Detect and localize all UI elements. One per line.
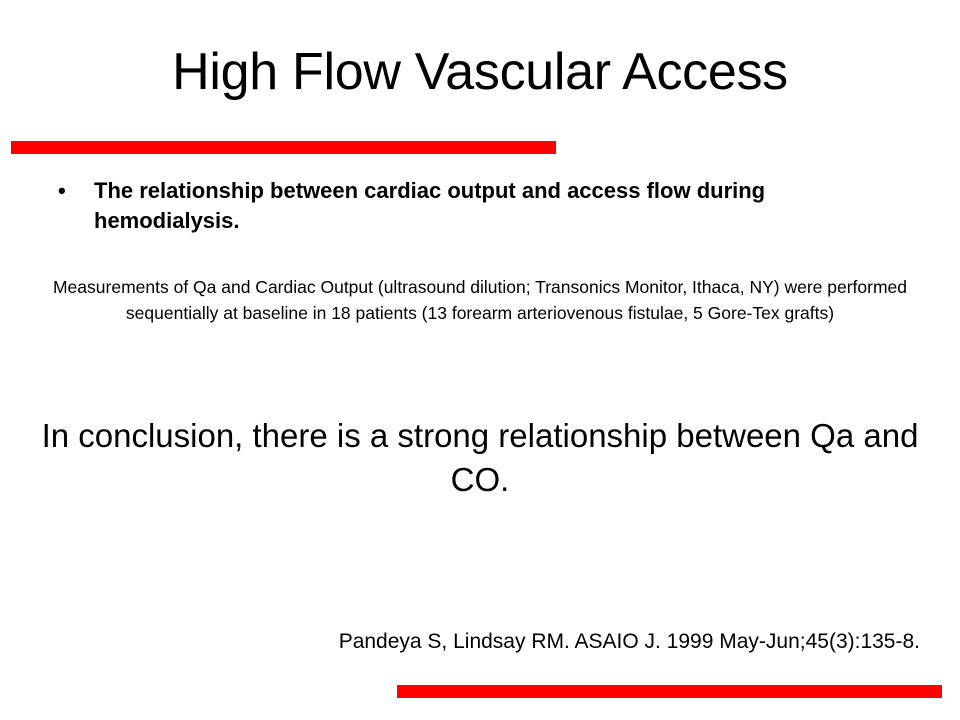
slide-title: High Flow Vascular Access xyxy=(172,43,788,101)
bullet-text: The relationship between cardiac output and access flow during hemodialysis. xyxy=(94,178,766,233)
accent-bar-top xyxy=(11,141,556,154)
accent-bar-bottom xyxy=(397,685,942,698)
bullet-item xyxy=(58,176,878,236)
conclusion-text: In conclusion, there is a strong relationship between Qa and CO. xyxy=(41,417,919,498)
citation-reference: Pandeya S, Lindsay RM. ASAIO J. 1999 May-Jun;45(3):135-8. xyxy=(338,630,920,653)
study-description: Measurements of Qa and Cardiac Output (ultrasound dilution; Transonics Monitor, Ithaca, NY) were performed sequentially at baseline in 18 patients (13 forearm arteriovenous fistulae, 5 Gore-Tex grafts) xyxy=(52,277,908,323)
bullet-marker: • xyxy=(58,178,66,203)
